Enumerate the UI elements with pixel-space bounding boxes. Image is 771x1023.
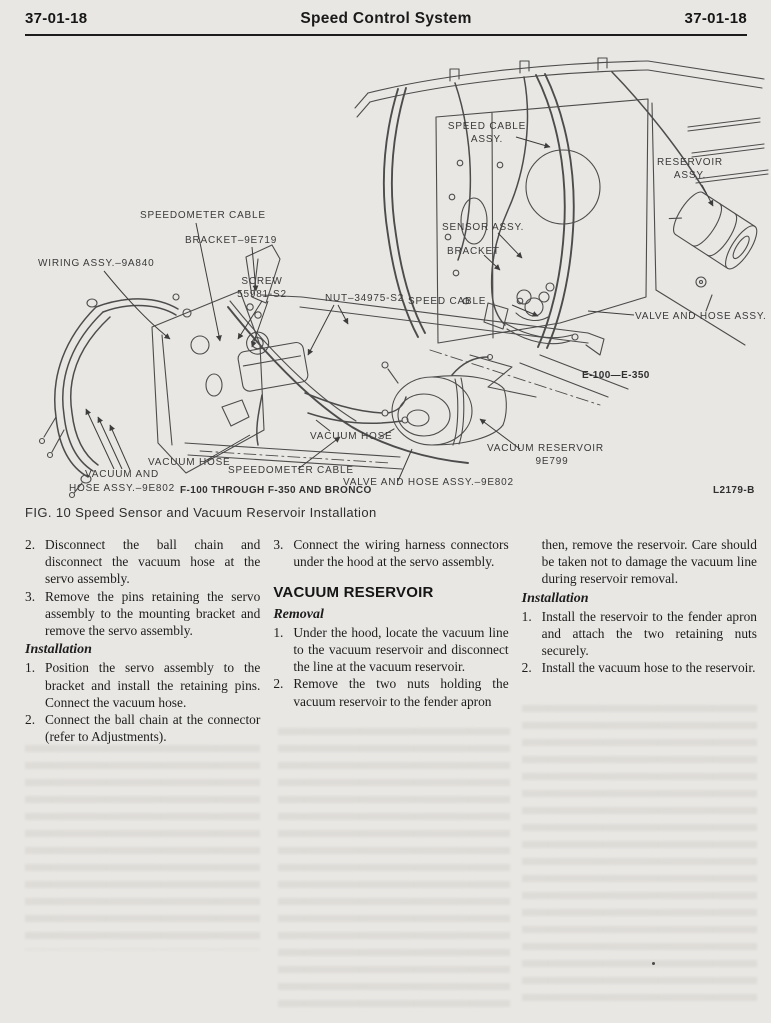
label-nut: NUT–34975-S2: [325, 293, 405, 304]
column-1: [25, 536, 260, 745]
label-wiring-assy: WIRING ASSY.–9A840: [38, 258, 155, 269]
step-number: 1.: [521, 608, 532, 624]
step-text: Install the reservoir to the fender apron and attach the two retaining nuts securely.: [541, 608, 757, 659]
label-speed-cable: SPEED CABLE: [408, 296, 487, 307]
step-number: 2.: [521, 660, 532, 676]
label-vacuum-reservoir-line1: VACUUM RESERVOIR: [487, 443, 604, 454]
label-variant-f: F-100 THROUGH F-350 AND BRONCO: [180, 485, 372, 496]
list-item: [522, 608, 757, 660]
list-item: [25, 659, 260, 711]
label-speedometer-cable-top: SPEEDOMETER CABLE: [140, 210, 266, 221]
list-item: [25, 711, 260, 745]
label-vacuum-hose-left: VACUUM HOSE: [148, 457, 231, 468]
label-bracket: BRACKET: [447, 246, 500, 257]
figure-10-diagram: [0, 45, 771, 505]
label-bracket-9e719: BRACKET–9E719: [185, 235, 278, 246]
list-item: [273, 624, 508, 676]
label-screw-line1: SCREW: [241, 276, 283, 287]
list-item: [273, 675, 508, 709]
list-item: [25, 536, 260, 588]
figure-caption: FIG. 10 Speed Sensor and Vacuum Reservoir Installation: [25, 505, 377, 520]
step-number: 3.: [25, 588, 36, 604]
step-number: 2.: [25, 537, 36, 552]
page-header: [25, 8, 747, 36]
label-vacuum-and-hose-line2: HOSE ASSY.–9E802: [68, 483, 176, 494]
label-reservoir-assy-line1: RESERVOIR: [657, 157, 723, 168]
step-number: 3.: [273, 537, 284, 552]
installation-heading: Installation: [521, 590, 589, 606]
installation-heading: Installation: [25, 642, 92, 658]
continuation-paragraph: then, remove the reservoir. Care should be taken not to damage the vacuum line during reservoir removal.: [541, 537, 757, 587]
label-vacuum-hose-right: VACUUM HOSE: [310, 431, 393, 442]
figure-labels: [38, 121, 767, 496]
line-art: [40, 58, 769, 498]
list-item: [25, 588, 260, 640]
label-vacuum-reservoir-line2: 9E799: [535, 456, 569, 467]
label-variant-e: E-100—E-350: [582, 370, 650, 381]
step-text: Under the hood, locate the vacuum line to the vacuum reservoir and disconnect the line at the vacuum reservoir.: [293, 624, 509, 675]
step-number: 2.: [25, 712, 36, 728]
vacuum-reservoir-heading: VACUUM RESERVOIR: [273, 584, 434, 602]
step-number: 2.: [273, 676, 284, 692]
label-valve-and-hose-assy: VALVE AND HOSE ASSY.: [635, 311, 767, 322]
step-text: Disconnect the ball chain and disconnect the vacuum hose at the servo assembly.: [45, 537, 261, 587]
label-figure-code: L2179-B: [713, 485, 755, 496]
ink-speck: [652, 962, 655, 965]
bleed-through-texture: [25, 745, 260, 950]
page-number-left: 37-01-18: [25, 10, 88, 27]
bleed-through-texture: [522, 705, 757, 1010]
label-speedometer-cable-bottom: SPEEDOMETER CABLE: [228, 465, 354, 476]
bleed-through-texture: [278, 728, 510, 1010]
removal-heading: Removal: [273, 606, 324, 622]
step-text: Install the vacuum hose to the reservoir.: [541, 660, 756, 676]
step-text: Remove the pins retaining the servo assembly to the mounting bracket and remove the servo assembly.: [45, 588, 261, 639]
label-vacuum-and-hose-line1: VACUUM AND: [85, 469, 159, 480]
step-text: Connect the wiring harness connectors under the hood at the servo assembly.: [293, 537, 509, 570]
list-item: [273, 536, 508, 570]
step-text: Connect the ball chain at the connector (refer to Adjustments).: [45, 712, 261, 745]
page-title: Speed Control System: [300, 10, 472, 27]
step-number: 1.: [25, 660, 36, 676]
label-screw-line2: 55981-S2: [237, 289, 287, 300]
column-2: [273, 536, 508, 745]
step-text: Position the servo assembly to the bracket and install the retaining pins. Connect the vacuum hose.: [45, 660, 261, 710]
label-valve-hose-9e802: VALVE AND HOSE ASSY.–9E802: [343, 477, 514, 488]
label-reservoir-assy-line2: ASSY.: [673, 170, 707, 181]
step-number: 1.: [273, 624, 284, 640]
label-speed-cable-assy-line2: ASSY.: [470, 134, 504, 145]
step-text: Remove the two nuts holding the vacuum reservoir to the fender apron: [293, 676, 509, 709]
label-sensor-assy: SENSOR ASSY.: [442, 222, 525, 233]
label-speed-cable-assy-line1: SPEED CABLE: [447, 121, 527, 132]
page-number-right: 37-01-18: [684, 10, 747, 27]
list-item: [522, 659, 757, 676]
